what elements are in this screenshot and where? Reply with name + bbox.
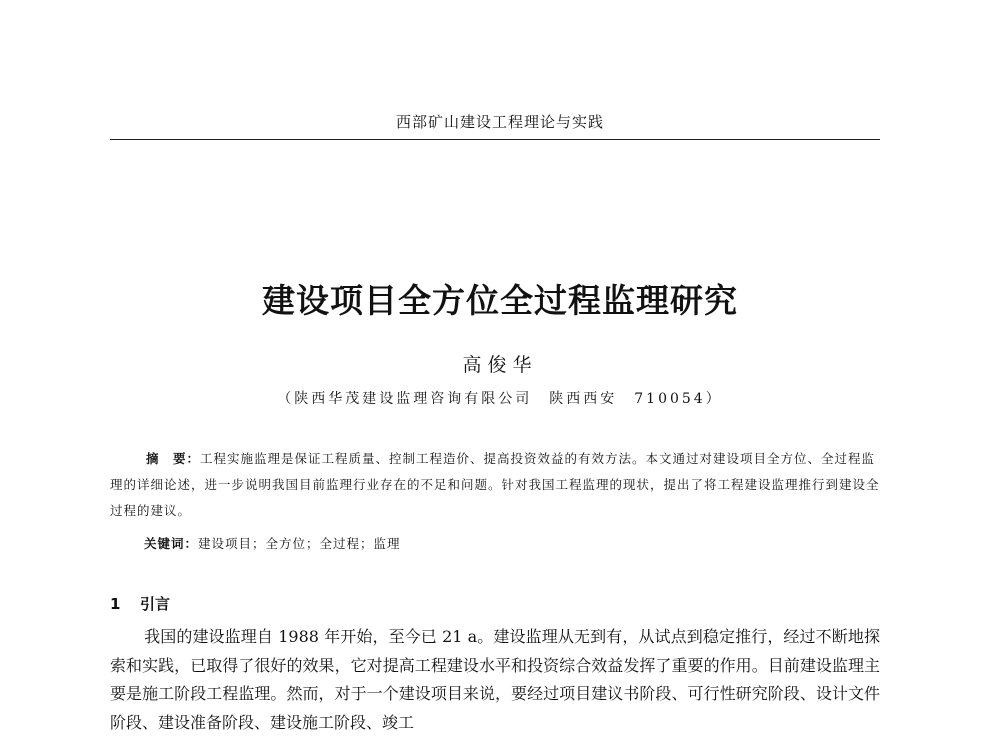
abstract-text: 工程实施监理是保证工程质量、控制工程造价、提高投资效益的有效方法。本文通过对建设项目全方位、全过程监理的详细论述，进一步说明我国目前监理行业存在的不足和问题。针对我国工程监理的现状，提出了将工程建设监理推行到建设全过程的建议。 <box>110 451 880 518</box>
article-author: 高俊华 <box>462 354 538 376</box>
author-affiliation: （陕西华茂建设监理咨询有限公司 陕西西安 710054） <box>277 391 723 407</box>
header-divider <box>110 139 880 140</box>
body-paragraph <box>110 623 880 737</box>
keywords-label: 关键词： <box>144 536 199 551</box>
section-number: 1 <box>110 595 121 613</box>
abstract <box>110 446 880 524</box>
keywords-text: 建设项目；全方位；全过程；监理 <box>198 536 401 551</box>
keywords <box>144 534 880 552</box>
paragraph-text: 我国的建设监理自 1988 年开始，至今已 21 a。建设监理从无到有，从试点到稳定推行，经过不断地探索和实践，已取得了很好的效果，它对提高工程建设水平和投资综合效益发挥了重要的作用。目前建设监理主要是施工阶段工程监理。然而，对于一个建设项目来说，要经过项目建议书阶段、可行性研究阶段、设计文件阶段、建设准备阶段、建设施工阶段、竣工 <box>110 627 880 732</box>
section-title: 引言 <box>140 595 171 613</box>
running-header: 西部矿山建设工程理论与实践 <box>395 113 604 131</box>
article-title: 建设项目全方位全过程监理研究 <box>262 281 738 320</box>
abstract-label: 摘 要： <box>146 451 201 466</box>
section-heading <box>110 593 170 614</box>
